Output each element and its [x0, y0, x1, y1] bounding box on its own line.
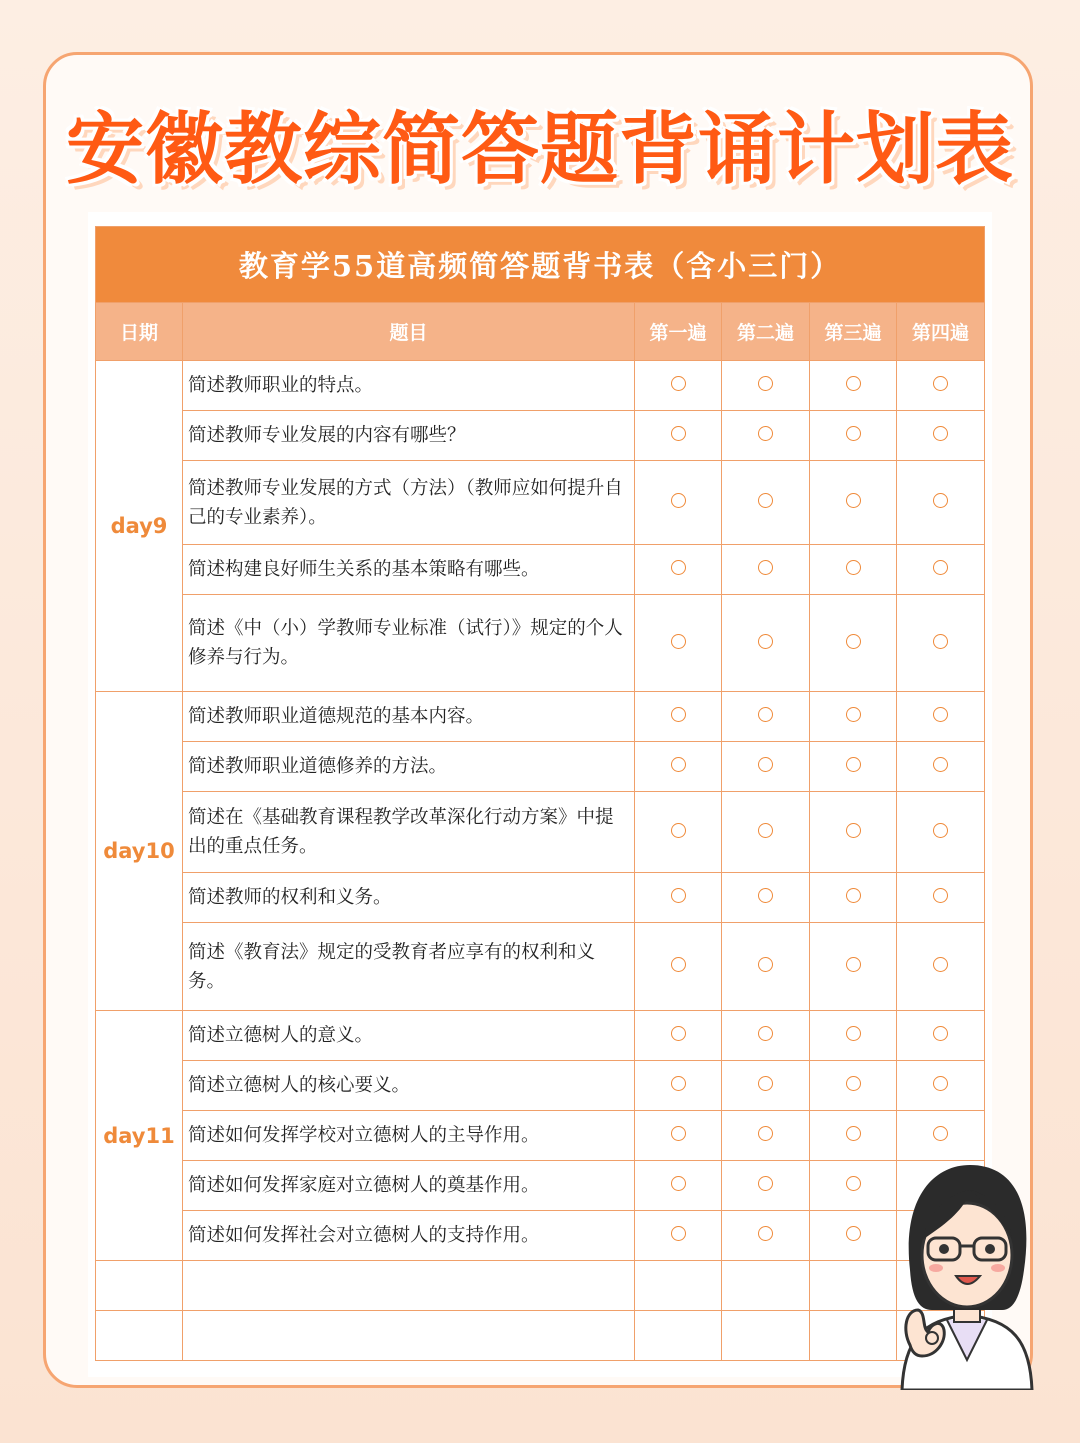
- pass-4-checkbox[interactable]: [897, 1061, 985, 1111]
- circle-icon: [671, 493, 686, 508]
- pass-4-checkbox[interactable]: [897, 361, 985, 411]
- circle-icon: [671, 707, 686, 722]
- day-label: day11: [96, 1011, 183, 1261]
- pass-2-checkbox[interactable]: [722, 923, 810, 1011]
- study-plan-table: [95, 226, 985, 1361]
- circle-icon: [846, 757, 861, 772]
- table-row: [96, 545, 985, 595]
- pass-1-checkbox[interactable]: [635, 1011, 722, 1061]
- header-pass-1: 第一遍: [635, 303, 722, 361]
- circle-icon: [758, 376, 773, 391]
- circle-icon: [671, 888, 686, 903]
- table-row: [96, 1011, 985, 1061]
- circle-icon: [846, 1126, 861, 1141]
- circle-icon: [671, 634, 686, 649]
- circle-icon: [933, 493, 948, 508]
- pass-4-checkbox[interactable]: [897, 461, 985, 545]
- pass-3-checkbox[interactable]: [810, 1061, 897, 1111]
- circle-icon: [846, 1226, 861, 1241]
- circle-icon: [933, 1076, 948, 1091]
- empty-cell: [183, 1261, 635, 1311]
- pass-4-checkbox[interactable]: [897, 1111, 985, 1161]
- empty-cell[interactable]: [635, 1261, 722, 1311]
- header-date: 日期: [96, 303, 183, 361]
- pass-2-checkbox[interactable]: [722, 545, 810, 595]
- header-pass-3: 第三遍: [810, 303, 897, 361]
- pass-4-checkbox[interactable]: [897, 692, 985, 742]
- circle-icon: [758, 888, 773, 903]
- table-row: [96, 792, 985, 873]
- table-row: [96, 692, 985, 742]
- circle-icon: [846, 426, 861, 441]
- circle-icon: [846, 634, 861, 649]
- empty-cell: [96, 1311, 183, 1361]
- empty-cell[interactable]: [722, 1311, 810, 1361]
- circle-icon: [671, 823, 686, 838]
- table-row: [96, 873, 985, 923]
- pass-1-checkbox[interactable]: [635, 1111, 722, 1161]
- empty-cell[interactable]: [810, 1311, 897, 1361]
- circle-icon: [846, 888, 861, 903]
- pass-2-checkbox[interactable]: [722, 742, 810, 792]
- pass-3-checkbox[interactable]: [810, 411, 897, 461]
- pass-3-checkbox[interactable]: [810, 1161, 897, 1211]
- pass-1-checkbox[interactable]: [635, 411, 722, 461]
- pass-2-checkbox[interactable]: [722, 1061, 810, 1111]
- question-text: 简述在《基础教育课程教学改革深化行动方案》中提出的重点任务。: [183, 792, 635, 873]
- table-body: [96, 361, 985, 1361]
- empty-cell: [183, 1311, 635, 1361]
- pass-2-checkbox[interactable]: [722, 595, 810, 692]
- empty-cell[interactable]: [810, 1261, 897, 1311]
- empty-cell[interactable]: [722, 1261, 810, 1311]
- circle-icon: [846, 823, 861, 838]
- circle-icon: [671, 1226, 686, 1241]
- pass-4-checkbox[interactable]: [897, 873, 985, 923]
- pass-2-checkbox[interactable]: [722, 1011, 810, 1061]
- circle-icon: [933, 376, 948, 391]
- circle-icon: [846, 560, 861, 575]
- pass-1-checkbox[interactable]: [635, 692, 722, 742]
- circle-icon: [933, 757, 948, 772]
- circle-icon: [758, 757, 773, 772]
- pass-4-checkbox[interactable]: [897, 923, 985, 1011]
- circle-icon: [758, 426, 773, 441]
- circle-icon: [758, 1226, 773, 1241]
- circle-icon: [758, 1076, 773, 1091]
- circle-icon: [671, 1026, 686, 1041]
- circle-icon: [671, 757, 686, 772]
- question-text: 简述构建良好师生关系的基本策略有哪些。: [183, 545, 635, 595]
- circle-icon: [758, 560, 773, 575]
- pass-2-checkbox[interactable]: [722, 692, 810, 742]
- pass-1-checkbox[interactable]: [635, 1061, 722, 1111]
- circle-icon: [933, 888, 948, 903]
- circle-icon: [671, 1176, 686, 1191]
- pass-3-checkbox[interactable]: [810, 873, 897, 923]
- circle-icon: [758, 493, 773, 508]
- circle-icon: [933, 1026, 948, 1041]
- circle-icon: [933, 634, 948, 649]
- pass-1-checkbox[interactable]: [635, 873, 722, 923]
- circle-icon: [671, 1076, 686, 1091]
- pass-2-checkbox[interactable]: [722, 411, 810, 461]
- pass-1-checkbox[interactable]: [635, 1161, 722, 1211]
- pass-3-checkbox[interactable]: [810, 545, 897, 595]
- circle-icon: [933, 560, 948, 575]
- empty-row: [96, 1261, 985, 1311]
- circle-icon: [846, 707, 861, 722]
- pass-3-checkbox[interactable]: [810, 595, 897, 692]
- header-pass-4: 第四遍: [897, 303, 985, 361]
- empty-row: [96, 1311, 985, 1361]
- pass-2-checkbox[interactable]: [722, 1211, 810, 1261]
- table-row: [96, 1161, 985, 1211]
- pass-1-checkbox[interactable]: [635, 792, 722, 873]
- day-label: day9: [96, 361, 183, 692]
- day-label: day10: [96, 692, 183, 1011]
- circle-icon: [671, 376, 686, 391]
- circle-icon: [846, 1026, 861, 1041]
- question-text: 简述教师职业道德规范的基本内容。: [183, 692, 635, 742]
- question-text: 简述教师职业道德修养的方法。: [183, 742, 635, 792]
- circle-icon: [671, 1126, 686, 1141]
- pass-1-checkbox[interactable]: [635, 1211, 722, 1261]
- pass-3-checkbox[interactable]: [810, 692, 897, 742]
- pass-1-checkbox[interactable]: [635, 461, 722, 545]
- circle-icon: [671, 957, 686, 972]
- pass-3-checkbox[interactable]: [810, 461, 897, 545]
- header-pass-2: 第二遍: [722, 303, 810, 361]
- circle-icon: [933, 957, 948, 972]
- pass-2-checkbox[interactable]: [722, 1111, 810, 1161]
- pass-4-checkbox[interactable]: [897, 595, 985, 692]
- question-text: 简述《教育法》规定的受教育者应享有的权利和义务。: [183, 923, 635, 1011]
- circle-icon: [758, 1176, 773, 1191]
- circle-icon: [758, 634, 773, 649]
- pass-1-checkbox[interactable]: [635, 545, 722, 595]
- circle-icon: [933, 707, 948, 722]
- circle-icon: [758, 1026, 773, 1041]
- pass-3-checkbox[interactable]: [810, 792, 897, 873]
- pass-1-checkbox[interactable]: [635, 595, 722, 692]
- table-row: [96, 1061, 985, 1111]
- pass-4-checkbox[interactable]: [897, 742, 985, 792]
- pass-1-checkbox[interactable]: [635, 923, 722, 1011]
- page-title: 安徽教综简答题背诵计划表: [65, 105, 1014, 195]
- pass-3-checkbox[interactable]: [810, 1111, 897, 1161]
- question-text: 简述如何发挥学校对立德树人的主导作用。: [183, 1111, 635, 1161]
- circle-icon: [758, 957, 773, 972]
- table-row: [96, 361, 985, 411]
- pass-2-checkbox[interactable]: [722, 792, 810, 873]
- question-text: 简述教师专业发展的方式（方法）（教师应如何提升自己的专业素养）。: [183, 461, 635, 545]
- question-text: 简述教师专业发展的内容有哪些？: [183, 411, 635, 461]
- pass-2-checkbox[interactable]: [722, 873, 810, 923]
- table-row: [96, 1111, 985, 1161]
- pass-2-checkbox[interactable]: [722, 1161, 810, 1211]
- circle-icon: [758, 823, 773, 838]
- pass-2-checkbox[interactable]: [722, 461, 810, 545]
- question-text: 简述立德树人的意义。: [183, 1011, 635, 1061]
- pass-4-checkbox[interactable]: [897, 1011, 985, 1061]
- empty-cell: [96, 1261, 183, 1311]
- circle-icon: [758, 1126, 773, 1141]
- table-row: [96, 461, 985, 545]
- question-text: 简述《中（小）学教师专业标准（试行）》规定的个人修养与行为。: [183, 595, 635, 692]
- teacher-avatar: [892, 1160, 1042, 1390]
- circle-icon: [933, 426, 948, 441]
- table-row: [96, 411, 985, 461]
- circle-icon: [846, 957, 861, 972]
- pass-3-checkbox[interactable]: [810, 1211, 897, 1261]
- circle-icon: [933, 1126, 948, 1141]
- circle-icon: [846, 493, 861, 508]
- pass-2-checkbox[interactable]: [722, 361, 810, 411]
- question-text: 简述立德树人的核心要义。: [183, 1061, 635, 1111]
- question-text: 简述如何发挥家庭对立德树人的奠基作用。: [183, 1161, 635, 1211]
- circle-icon: [671, 560, 686, 575]
- pass-3-checkbox[interactable]: [810, 1011, 897, 1061]
- table-row: [96, 1211, 985, 1261]
- circle-icon: [758, 707, 773, 722]
- pass-4-checkbox[interactable]: [897, 792, 985, 873]
- pass-4-checkbox[interactable]: [897, 545, 985, 595]
- pass-3-checkbox[interactable]: [810, 923, 897, 1011]
- pass-3-checkbox[interactable]: [810, 361, 897, 411]
- pass-1-checkbox[interactable]: [635, 361, 722, 411]
- circle-icon: [933, 823, 948, 838]
- circle-icon: [846, 376, 861, 391]
- table-row: [96, 923, 985, 1011]
- pass-1-checkbox[interactable]: [635, 742, 722, 792]
- table-row: [96, 742, 985, 792]
- pass-3-checkbox[interactable]: [810, 742, 897, 792]
- circle-icon: [846, 1176, 861, 1191]
- table-title: 教育学55道高频简答题背书表（含小三门）: [96, 227, 985, 303]
- question-text: 简述如何发挥社会对立德树人的支持作用。: [183, 1211, 635, 1261]
- circle-icon: [671, 426, 686, 441]
- circle-icon: [846, 1076, 861, 1091]
- table-row: [96, 595, 985, 692]
- header-topic: 题目: [183, 303, 635, 361]
- empty-cell[interactable]: [635, 1311, 722, 1361]
- question-text: 简述教师职业的特点。: [183, 361, 635, 411]
- pass-4-checkbox[interactable]: [897, 411, 985, 461]
- question-text: 简述教师的权利和义务。: [183, 873, 635, 923]
